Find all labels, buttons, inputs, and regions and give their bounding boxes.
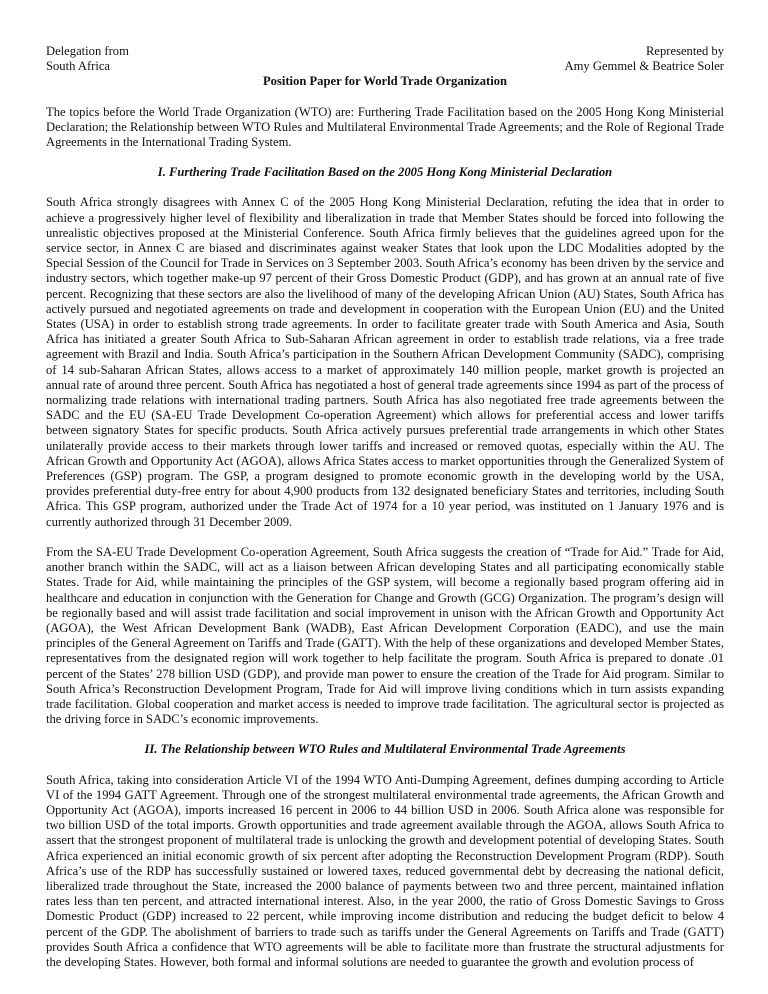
representatives-block xyxy=(565,44,724,74)
delegation-block xyxy=(46,44,129,74)
section-2-paragraph-1: South Africa, taking into consideration Article VI of the 1994 WTO Anti-Dumping Agreement, defines dumping according to Article VI of the 1994 GATT Agreement. Through one of the strongest multilateral environmental trade agreements, the African Growth and Opportunity Act (AGOA), imports increased 16 percent in 2006 to 44 billion USD in 2006. South Africa alone was responsible for two billion USD of the total imports. Growth opportunities and trade agreement available through the AGOA, allows South Africa to assert that the strongest proponent of multilateral trade is unlocking the growth and development potential of developing States. South Africa experienced an initial economic growth of six percent after adopting the Reconstruction Development Program (RDP). South Africa’s use of the RDP has successfully sustained or lowered taxes, reduced governmental debt by decreasing the national deficit, liberalized trade throughout the State, increased the 2000 balance of payments between two and three percent, maintained inflation rates less than ten percent, and attracted international interest. Also, in the year 2000, the ratio of Gross Domestic Savings to Gross Domestic Product (GDP) increased to 22 percent, while improving income distribution and reducing the budget deficit to below 4 percent of the GDP. The abolishment of barriers to trade such as tariffs under the General Agreements on Tariffs and Trade (GATT) provides South Africa a confidence that WTO agreements will be able to facilitate more than frustrate the structural adjustments for the developing States. However, both formal and informal solutions are needed to guarantee the growth and evolution process of xyxy=(46,772,724,969)
document-header xyxy=(46,44,724,74)
delegation-label: Delegation from xyxy=(46,44,129,58)
document-title: Position Paper for World Trade Organization xyxy=(262,74,508,89)
represented-by-label: Represented by xyxy=(646,44,724,58)
section-1-paragraph-1: South Africa strongly disagrees with Annex C of the 2005 Hong Kong Ministerial Declaration, refuting the idea that in order to achieve a progressively higher level of flexibility and liberalization in trade that Member States should be forced into following the unrealistic objectives proposed at the Ministerial Conference. South Africa firmly believes that the guidelines agreed upon for the service sector, in Annex C are biased and discriminates against weaker States that look upon the LDC Modalities adopted by the Special Session of the Council for Trade in Services on 3 September 2003. South Africa’s economy has been driven by the service and industry sectors, which together make-up 97 percent of their Gross Domestic Product (GDP), and has grown at an annual rate of five percent. Recognizing that these sectors are also the livelihood of many of the developing African Union (AU) States, South Africa has actively pursued and negotiated agreements on trade and development in cooperation with the European Union (EU) and the United States (USA) in order to establish strong trade agreements. In order to facilitate greater trade with South America and Asia, South Africa has initiated a greater South Africa to Sub-Saharan African agreement in order to establish trade relations, via a free trade agreement with Brazil and India. South Africa’s participation in the Southern African Development Community (SADC), comprising of 14 sub-Saharan African States, allows access to a market of approximately 140 million people, market growth is projected an annual rate of around three percent. South Africa has negotiated a host of general trade agreements since 1994 as part of the process of normalizing trade relations with international trading partners. South Africa has also negotiated free trade agreements between the SADC and the EU (SA-EU Trade Development Co-operation Agreement) which allows for preferential access and lower tariffs between signatory States for specific products. South Africa actively pursues preferential trade arrangements in which other States unilaterally provide access to their markets through lower tariffs and increased or removed quotas, especially within the AU. The African Growth and Opportunity Act (AGOA), allows Africa States access to market opportunities through the Generalized System of Preferences (GSP) program. The GSP, a program designed to promote economic growth in the developing world by the USA, provides preferential duty-free entry for about 4,900 products from 132 designated beneficiary States and territories, including South Africa. This GSP program, authorized under the Trade Act of 1974 for a 10 year period, was instituted on 1 January 1976 and is currently authorized through 31 December 2009. xyxy=(46,195,724,529)
delegation-country: South Africa xyxy=(46,59,111,74)
section-2-heading: II. The Relationship between WTO Rules and Multilateral Environmental Trade Agreements xyxy=(144,742,626,757)
section-1-heading: I. Furthering Trade Facilitation Based on the 2005 Hong Kong Ministerial Declaration xyxy=(157,165,613,180)
representative-names: Amy Gemmel & Beatrice Soler xyxy=(564,59,724,74)
section-1-paragraph-2: From the SA-EU Trade Development Co-operation Agreement, South Africa suggests the creation of “Trade for Aid.” Trade for Aid, another branch within the SADC, will act as a liaison between African developing States and all participating economically stable States. Trade for Aid, while maintaining the principles of the GSP system, will become a regionally based program offering aid in healthcare and education in conjunction with the Generation for Change and Growth (GCG) Organization. The program’s design will be regionally based and will assist trade facilitation and social improvement in unison with the African Growth and Opportunity Act (AGOA), the West African Development Bank (WADB), East African Development Corporation (EADC), and use the main principles of the General Agreement on Tariffs and Trade (GATT). With the help of these organizations and developed Member States, representatives from the designated region will work together to help facilitate the program. South Africa is prepared to donate .01 percent of the States’ 278 billion USD (GDP), and provide man power to ensure the creation of the Trade for Aid program. Similar to South Africa’s Reconstruction Development Program, Trade for Aid will improve living conditions which in turn assists expanding trade facilitation. Global cooperation and market access is needed to improve trade facilitation. The agricultural sector is projected as the driving force in SADC’s economic improvements. xyxy=(46,544,724,727)
intro-paragraph: The topics before the World Trade Organization (WTO) are: Furthering Trade Facilitation based on the 2005 Hong Kong Ministerial Declaration; the Relationship between WTO Rules and Multilateral Environmental Trade Agreements; and the Role of Regional Trade Agreements in the International Trading System. xyxy=(46,104,724,150)
